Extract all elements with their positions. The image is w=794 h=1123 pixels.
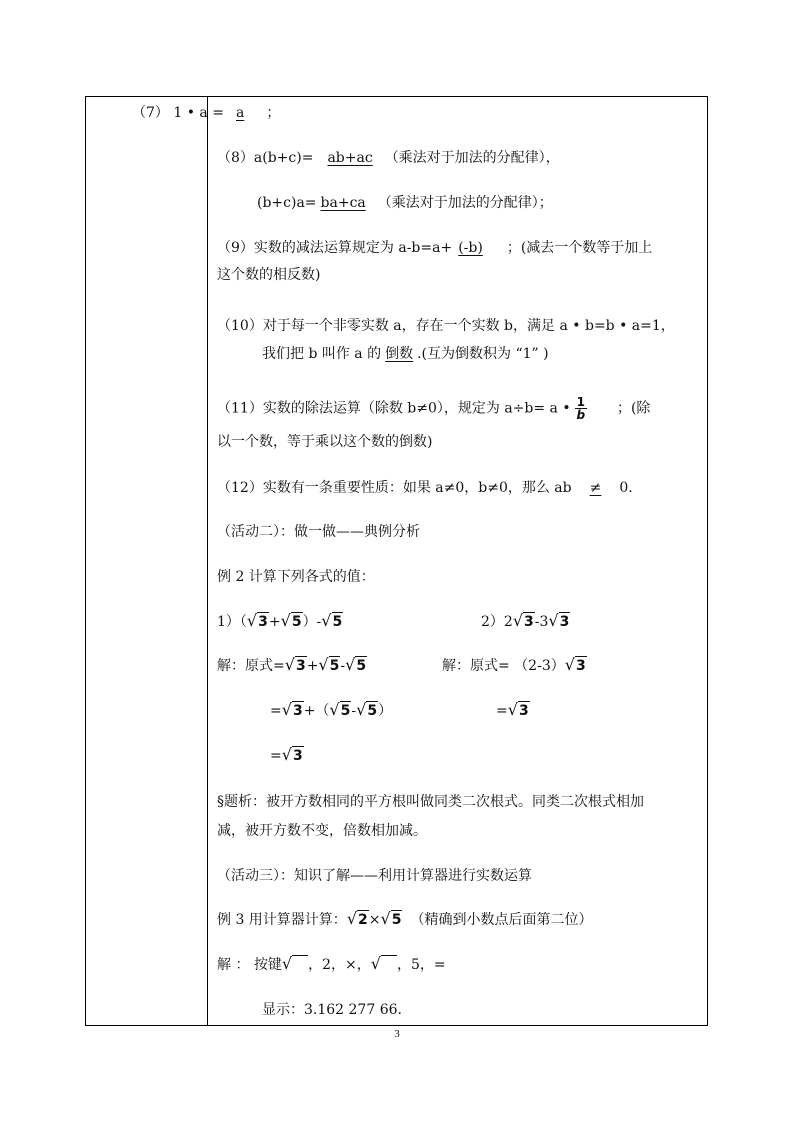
fraction-1-over-b: $\frac{1}{b}$ [576, 395, 586, 422]
item-7: （7） 1 • a = a ； [132, 105, 281, 121]
solution-1-step-1: 解：原式= √ 3 + √ 5 - √ 5 [217, 655, 367, 674]
item-10-line1: （10）对于每一个非零实数 a，存在一个实数 b，满足 a • b=b • a=1， [217, 318, 675, 334]
left-column [86, 97, 208, 1025]
activity-two-heading: （活动二）：做一做——典例分析 [217, 524, 420, 540]
answer-8a: ab+ac [327, 150, 373, 166]
sqrt-key-icon: √ [282, 955, 308, 974]
item-11-line2: 以一个数，等于乘以这个数的倒数) [217, 434, 433, 450]
item-9-line2: 这个数的相反数) [217, 267, 321, 283]
item-8a: （8）a(b+c)= ab+ac （乘法对于加法的分配律）， [217, 150, 560, 166]
calculator-display: 显示：3.162 277 66. [262, 1002, 402, 1018]
analysis-line-2: 减，被开方数不变，倍数相加减。 [217, 823, 427, 839]
example-2-part-2: 2）2 √ 3 -3 √ 3 [481, 611, 570, 630]
analysis-line-1: §题析：被开方数相同的平方根叫做同类二次根式。同类二次根式相加 [217, 794, 644, 810]
solution-1-step-3: = √ 3 [270, 745, 303, 764]
solution-2-step-1: 解：原式= （2-3） √ 3 [442, 655, 586, 674]
lesson-table [85, 96, 708, 1026]
example-2-part-1: 1）（ √ 3 + √ 5 ）- √ 5 [217, 611, 343, 630]
answer-8b: ba+ca [320, 195, 366, 211]
answer-12: ≠ [589, 480, 602, 496]
item-9: （9）实数的减法运算规定为 a-b=a+ (-b) ；(减去一个数等于加上 [217, 240, 653, 256]
page-number: 3 [394, 1028, 400, 1040]
item-12: （12）实数有一条重要性质：如果 a≠0，b≠0，那么 ab ≠ 0. [217, 480, 633, 496]
sqrt-key-icon: √ [371, 955, 397, 974]
answer-7: a [235, 105, 245, 121]
solution-2-step-2: = √ 3 [496, 700, 529, 719]
answer-10: 倒数 [385, 346, 414, 362]
answer-9: (-b) [458, 240, 483, 256]
item-8b: (b+c)a= ba+ca （乘法对于加法的分配律）； [257, 195, 553, 211]
example-2-title: 例 2 计算下列各式的值： [217, 569, 375, 585]
item-11: （11）实数的除法运算（除数 b≠0），规定为 a÷b= a • $\frac{1}{b}$ ；(除 [217, 395, 651, 422]
item-10-line2: 我们把 b 叫作 a 的 倒数 .(互为倒数积为 “1” ) [262, 346, 549, 362]
solution-1-step-2: = √ 3 +（ √ 5 - √ 5 ） [270, 700, 393, 719]
example-3-solution: 解 ： 按键 √ ，2，×， √ ，5，= [217, 954, 446, 973]
activity-three-heading: （活动三）：知识了解——利用计算器进行实数运算 [217, 868, 532, 884]
example-3-title: 例 3 用计算器计算： √ 2 × √ 5 （精确到小数点后面第二位） [217, 909, 593, 928]
